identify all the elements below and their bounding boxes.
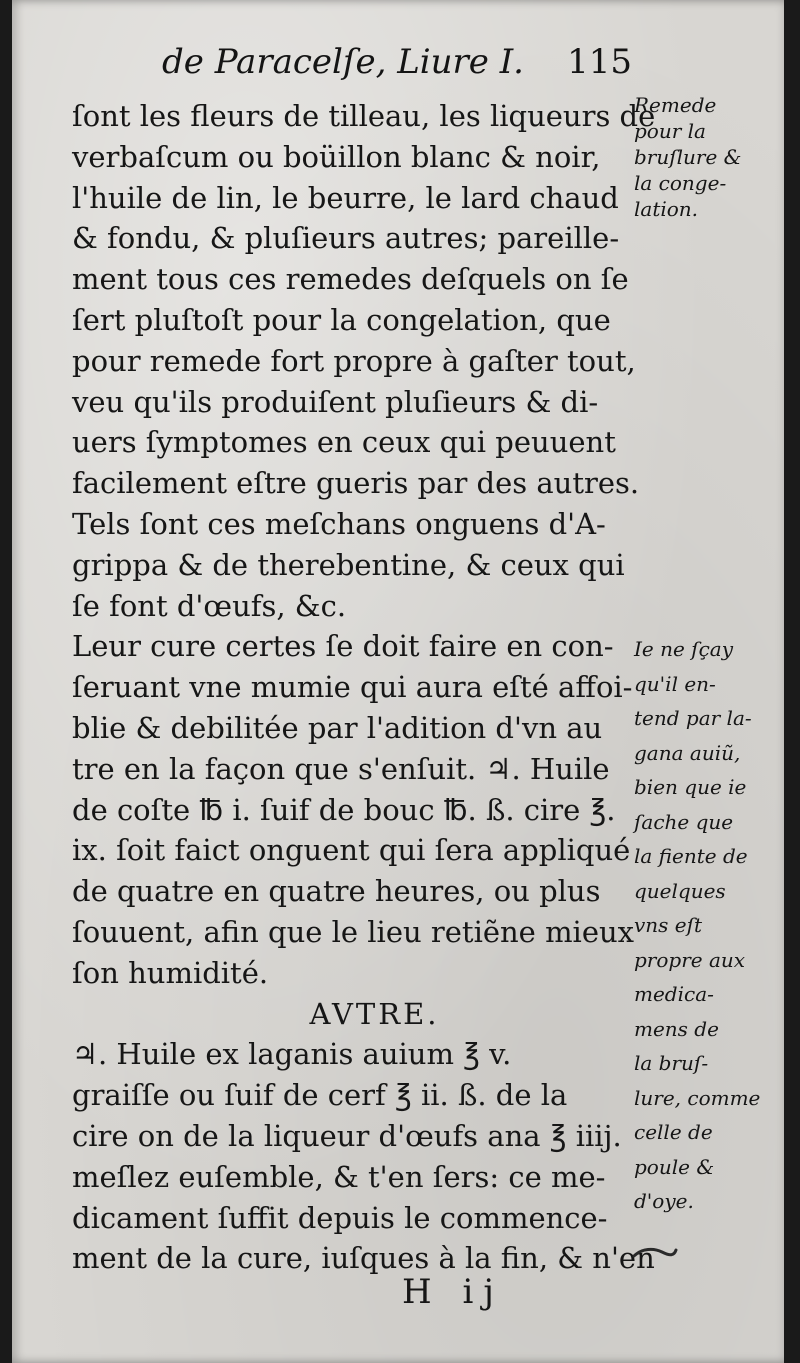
text-line: ment tous ces remedes deſquels on ſe (72, 262, 629, 297)
text-line: ſeruant vne mumie qui aura eſté affoi- (72, 670, 633, 705)
text-line: l'huile de lin, le beurre, le lard chaud (72, 180, 619, 215)
text-line: Leur cure certes ſe doit faire en con- (72, 629, 614, 664)
text-line: ſon humidité. (72, 955, 269, 990)
margin-note-line: la conge- (634, 171, 727, 195)
margin-note-line: qu'il en- (634, 671, 716, 696)
text-line: blie & debilitée par l'adition d'vn au (72, 710, 603, 745)
text-line: graiſſe ou ſuif de cerf ℥ ii. ß. de la (72, 1078, 568, 1113)
text-line: ment de la cure, iuſques à la fin, & n'en (72, 1241, 655, 1276)
running-head (162, 42, 632, 92)
margin-note-line: tend par la- (634, 706, 752, 730)
margin-note-line: ſache que (634, 809, 734, 834)
text-line: cire on de la liqueur d'œufs ana ℥ iiij. (72, 1118, 622, 1153)
page-number: 115 (567, 42, 632, 82)
text-line: & fondu, & pluſieurs autres; pareille- (72, 221, 620, 256)
text-line: facilement eſtre gueris par des autres. (72, 466, 640, 501)
margin-note-line: lure, comme (634, 1085, 761, 1110)
main-text-block (72, 96, 656, 1279)
text-line: ſe font d'œufs, &c. (72, 588, 347, 623)
margin-note-line: lation. (634, 197, 699, 221)
text-line: pour remede fort propre à gaſter tout, (72, 343, 636, 378)
margin-note-line: d'oye. (634, 1189, 694, 1213)
signature-mark: H ij (402, 1272, 504, 1312)
margin-note-line: poule & (634, 1154, 715, 1179)
margin-note-ie-ne-scay (634, 632, 760, 1219)
text-line: dicament ſuffit depuis le commence- (72, 1200, 608, 1235)
text-line: Tels ſont ces meſchans onguens d'A- (72, 506, 606, 541)
page-edge (784, 0, 792, 1363)
margin-note-line: la bruſ- (634, 1051, 709, 1075)
running-head-title: de Paracelſe, Liure I. (162, 42, 524, 82)
text-line: tre en la façon que s'enſuit. ♃. Huile (72, 751, 610, 786)
margin-note-line: pour la (634, 119, 706, 143)
book-page (12, 0, 792, 1363)
margin-note-line: la fiente de (634, 844, 748, 868)
margin-note-line: mens de (634, 1016, 719, 1041)
text-line: ♃. Huile ex laganis auium ℥ v. (72, 1037, 512, 1072)
text-line: de coſte ℔ i. ſuif de bouc ℔. ß. cire ℥. (72, 792, 616, 827)
margin-note-line: gana auiũ, (634, 740, 741, 765)
margin-note-line: vns eſt (634, 913, 703, 937)
ink-flourish-mark (632, 1246, 678, 1260)
margin-note-line: Ie ne ſçay (634, 637, 733, 661)
margin-note-line: quelques (634, 878, 726, 903)
margin-note-line: Remede (634, 93, 717, 117)
margin-note-line: bruſlure & (634, 145, 742, 169)
text-line: ſouuent, afin que le lieu retiẽne mieux (72, 914, 635, 949)
text-line: ſont les fleurs de tilleau, les liqueurs de (72, 99, 656, 133)
margin-note-remede (634, 92, 741, 222)
margin-note-line: bien que ie (634, 775, 747, 799)
margin-note-line: celle de (634, 1120, 713, 1144)
text-line: meſlez euſemble, & t'en ſers: ce me- (72, 1159, 606, 1194)
text-line: uers ſymptomes en ceux qui peuuent (72, 425, 616, 460)
margin-note-line: propre aux (634, 947, 746, 972)
section-heading: AVTRE. (309, 996, 440, 1031)
text-line: grippa & de therebentine, & ceux qui (72, 547, 625, 582)
text-line: ſert pluſtoſt pour la congelation, que (72, 302, 611, 337)
text-line: veu qu'ils produiſent pluſieurs & di- (72, 384, 599, 419)
text-line: verbaſcum ou boüillon blanc & noir, (72, 139, 601, 174)
text-line: ix. ſoit faict onguent qui ſera appliqué (72, 833, 631, 868)
margin-note-line: medica- (634, 982, 714, 1006)
text-line: de quatre en quatre heures, ou plus (72, 874, 601, 909)
